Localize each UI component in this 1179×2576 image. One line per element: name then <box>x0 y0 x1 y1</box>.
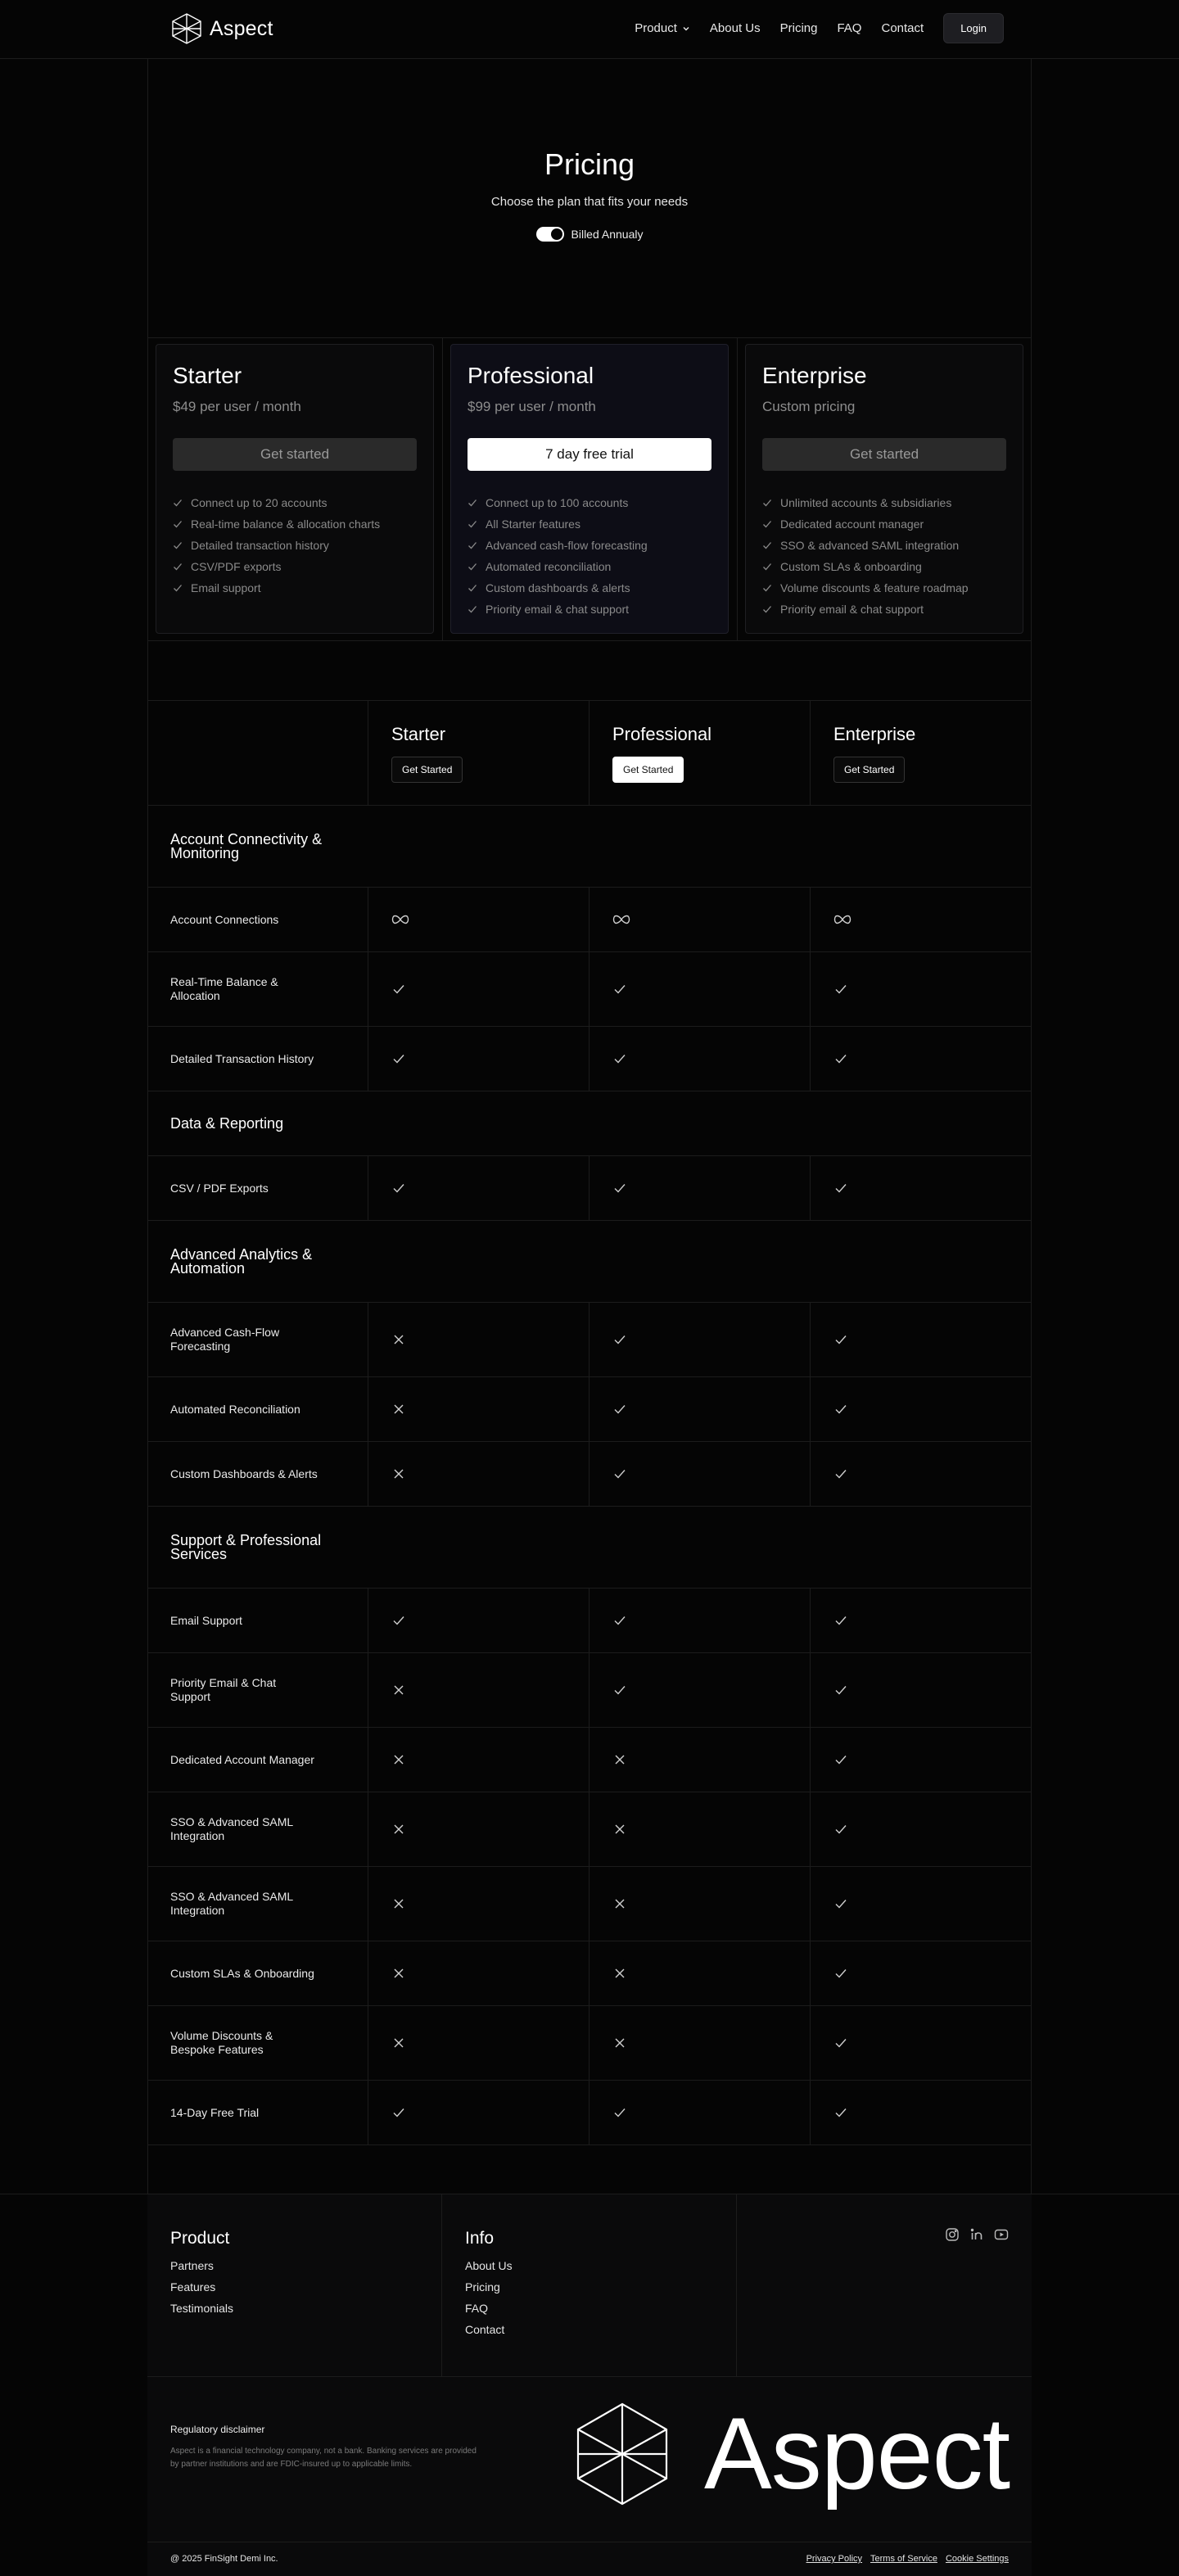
table-feature-cell <box>147 1442 368 1506</box>
table-value-cell <box>368 1728 590 1792</box>
check-icon <box>612 2105 627 2120</box>
login-button[interactable]: Login <box>943 13 1004 43</box>
table-col-starter <box>368 701 590 805</box>
table-value-cell <box>590 1589 811 1652</box>
plan-features <box>468 492 648 620</box>
check-icon <box>612 1683 627 1697</box>
table-feature-label: CSV / PDF Exports <box>170 1181 269 1195</box>
check-icon <box>391 982 406 997</box>
enterprise-get-started-button[interactable]: Get started <box>762 438 1006 471</box>
comparison-rows <box>147 805 1032 2145</box>
check-icon <box>833 1467 848 1481</box>
footer-link-partners[interactable]: Partners <box>170 2259 214 2272</box>
table-section-row <box>147 1506 1032 1588</box>
cross-icon <box>391 1896 406 1911</box>
table-row <box>147 1792 1032 1866</box>
footer-link-testimonials[interactable]: Testimonials <box>170 2302 234 2315</box>
table-value-cell <box>590 2081 811 2144</box>
table-feature-label: Custom SLAs & Onboarding <box>170 1966 314 1980</box>
check-icon <box>833 982 848 997</box>
cross-icon <box>391 2036 406 2050</box>
cookie-settings-link[interactable]: Cookie Settings <box>945 2554 1009 2564</box>
footer-link-about[interactable]: About Us <box>465 2259 513 2272</box>
check-icon <box>833 1822 848 1837</box>
table-value-cell <box>590 1941 811 2005</box>
plan-feature <box>173 535 380 556</box>
copyright: @ 2025 FinSight Demi Inc. <box>170 2554 278 2564</box>
plan-feature <box>762 513 969 535</box>
check-icon <box>833 1752 848 1767</box>
table-section-row <box>147 805 1032 887</box>
check-icon <box>833 1896 848 1911</box>
table-feature-label: Volume Discounts & Bespoke Features <box>170 2029 273 2056</box>
plan-feature <box>468 492 648 513</box>
table-row <box>147 1376 1032 1441</box>
social-links <box>945 2227 1009 2242</box>
plan-feature <box>468 513 648 535</box>
check-icon <box>173 519 183 529</box>
check-icon <box>833 1966 848 1981</box>
page-subtitle: Choose the plan that fits your needs <box>490 195 689 209</box>
check-icon <box>468 562 477 572</box>
table-feature-cell <box>147 1303 368 1376</box>
table-row <box>147 2005 1032 2080</box>
plan-feature-label: Unlimited accounts & subsidiaries <box>780 496 952 509</box>
table-value-cell <box>590 888 811 951</box>
nav-contact[interactable]: Contact <box>881 21 924 35</box>
table-value-cell <box>811 1653 1032 1727</box>
table-value-cell <box>368 1589 590 1652</box>
table-row <box>147 1588 1032 1652</box>
table-value-cell <box>590 2006 811 2080</box>
table-section-label: Advanced Analytics & Automation <box>170 1245 313 1277</box>
table-section-label: Support & Professional Services <box>170 1531 322 1562</box>
regulatory-disclaimer <box>170 2424 481 2471</box>
table-value-cell <box>368 2081 590 2144</box>
table-value-cell <box>811 1728 1032 1792</box>
table-feature-label: Real-Time Balance & Allocation <box>170 975 278 1002</box>
check-icon <box>612 982 627 997</box>
table-value-cell <box>811 2006 1032 2080</box>
cross-icon <box>612 2036 627 2050</box>
check-icon <box>612 1402 627 1417</box>
check-icon <box>833 1683 848 1697</box>
plan-feature-label: Email support <box>191 581 261 594</box>
table-value-cell <box>811 1027 1032 1091</box>
table-value-cell <box>811 1792 1032 1866</box>
plan-feature <box>468 599 648 620</box>
check-icon <box>612 1332 627 1347</box>
plan-feature <box>762 556 969 577</box>
table-section-row <box>147 1091 1032 1155</box>
check-icon <box>762 519 772 529</box>
table-feature-cell <box>147 1653 368 1727</box>
table-value-cell <box>590 1377 811 1441</box>
check-icon <box>468 540 477 550</box>
table-feature-label: Email Support <box>170 1613 242 1627</box>
disclaimer-title: Regulatory disclaimer <box>170 2424 265 2435</box>
table-feature-cell <box>147 1156 368 1220</box>
plan-feature <box>173 577 380 599</box>
cross-icon <box>612 1822 627 1837</box>
table-feature-cell <box>147 2081 368 2144</box>
chevron-down-icon <box>682 25 690 33</box>
footer-product-col <box>170 2194 233 2376</box>
table-section-label: Data & Reporting <box>170 1114 284 1132</box>
table-value-cell <box>811 1442 1032 1506</box>
starter-table-get-started-button[interactable]: Get Started <box>391 757 463 783</box>
check-icon <box>833 1402 848 1417</box>
nav-faq[interactable]: FAQ <box>837 21 862 35</box>
nav-product[interactable] <box>635 21 690 35</box>
table-col-professional <box>590 701 811 805</box>
plan-feature-label: Priority email & chat support <box>486 603 630 616</box>
plan-features <box>762 492 969 620</box>
table-feature-cell <box>147 1377 368 1441</box>
divider <box>147 640 1032 641</box>
table-row <box>147 1441 1032 1506</box>
table-value-cell <box>368 1867 590 1941</box>
table-value-cell <box>368 888 590 951</box>
plan-name: Professional <box>468 363 594 388</box>
table-value-cell <box>811 1156 1032 1220</box>
table-value-cell <box>811 1377 1032 1441</box>
table-value-cell <box>811 888 1032 951</box>
check-icon <box>762 540 772 550</box>
table-value-cell <box>590 952 811 1026</box>
table-section-title <box>147 1507 1032 1588</box>
table-value-cell <box>590 1303 811 1376</box>
check-icon <box>468 583 477 593</box>
plan-card-enterprise <box>745 344 1023 634</box>
table-section-title <box>147 1091 1032 1155</box>
table-feature-cell <box>147 2006 368 2080</box>
check-icon <box>612 1051 627 1066</box>
plan-feature-label: Custom SLAs & onboarding <box>780 560 922 573</box>
check-icon <box>173 562 183 572</box>
check-icon <box>391 1181 406 1195</box>
plan-card-professional <box>450 344 729 634</box>
table-feature-label: Detailed Transaction History <box>170 1051 314 1065</box>
nav-links <box>635 13 1004 43</box>
footer-link-features[interactable]: Features <box>170 2280 216 2294</box>
footer-divider <box>736 2194 737 2376</box>
table-feature-label: Priority Email & Chat Support <box>170 1676 277 1703</box>
plan-feature-label: Connect up to 100 accounts <box>486 496 629 509</box>
table-value-cell <box>368 2006 590 2080</box>
table-header-row <box>147 700 1032 805</box>
table-value-cell <box>368 1156 590 1220</box>
table-value-cell <box>590 1728 811 1792</box>
cross-icon <box>391 1822 406 1837</box>
plan-feature-label: Connect up to 20 accounts <box>191 496 328 509</box>
table-feature-label: 14-Day Free Trial <box>170 2105 260 2119</box>
table-row <box>147 1302 1032 1376</box>
table-section-row <box>147 1220 1032 1302</box>
plan-feature-label: Priority email & chat support <box>780 603 924 616</box>
plan-price: $49 per user / month <box>173 399 301 414</box>
billing-toggle-row <box>147 227 1032 242</box>
table-row <box>147 887 1032 951</box>
table-row <box>147 951 1032 1026</box>
table-feature-label: SSO & Advanced SAML Integration <box>170 1815 293 1842</box>
check-icon <box>833 1613 848 1628</box>
table-col-title: Starter <box>391 723 446 744</box>
billing-toggle[interactable] <box>536 227 564 242</box>
table-value-cell <box>368 952 590 1026</box>
plan-feature-label: SSO & advanced SAML integration <box>780 539 960 552</box>
table-feature-cell <box>147 1941 368 2005</box>
disclaimer-text: Aspect is a financial technology company, not a bank. Banking services are provided by partner institutions and are FDIC-insured up to applicable limits. <box>170 2447 477 2469</box>
plan-feature-label: Automated reconciliation <box>486 560 612 573</box>
check-icon <box>391 1051 406 1066</box>
check-icon <box>833 1051 848 1066</box>
table-value-cell <box>590 1027 811 1091</box>
table-value-cell <box>368 1653 590 1727</box>
cross-icon <box>391 1683 406 1697</box>
check-icon <box>173 540 183 550</box>
plan-feature-label: Custom dashboards & alerts <box>486 581 630 594</box>
billing-toggle-label: Billed Annualy <box>571 228 644 241</box>
check-icon <box>612 1467 627 1481</box>
plan-feature <box>762 535 969 556</box>
cross-icon <box>391 1752 406 1767</box>
table-feature-label: Advanced Cash-Flow Forecasting <box>170 1326 280 1353</box>
table-feature-label: Account Connections <box>170 912 279 926</box>
terms-of-service-link[interactable]: Terms of Service <box>870 2554 937 2564</box>
table-value-cell <box>590 1442 811 1506</box>
table-value-cell <box>811 952 1032 1026</box>
table-feature-cell <box>147 1027 368 1091</box>
footer-col-title: Info <box>465 2229 495 2248</box>
table-value-cell <box>368 1442 590 1506</box>
plan-features <box>173 492 380 599</box>
aspect-logo-icon <box>576 2402 668 2506</box>
table-row <box>147 2080 1032 2144</box>
table-value-cell <box>368 1377 590 1441</box>
table-col-title: Enterprise <box>833 723 916 744</box>
check-icon <box>612 1181 627 1195</box>
infinity-icon <box>833 915 852 924</box>
plan-feature <box>468 556 648 577</box>
table-row <box>147 1026 1032 1091</box>
cross-icon <box>391 1966 406 1981</box>
table-value-cell <box>590 1792 811 1866</box>
check-icon <box>833 2036 848 2050</box>
pricing-hero <box>147 59 1032 337</box>
table-col-enterprise <box>811 701 1032 805</box>
plan-name: Starter <box>173 363 242 388</box>
check-icon <box>833 1332 848 1347</box>
table-section-title <box>147 1221 1032 1302</box>
aspect-logo-icon <box>172 13 201 44</box>
table-col-title: Professional <box>612 723 712 744</box>
table-feature-label: Custom Dashboards & Alerts <box>170 1467 318 1480</box>
table-bottom-border <box>147 2144 1032 2145</box>
plan-card-starter <box>156 344 434 634</box>
infinity-icon <box>391 915 409 924</box>
footer-link-pricing[interactable]: Pricing <box>465 2280 500 2294</box>
footer-divider <box>147 2376 1032 2377</box>
table-value-cell <box>590 1156 811 1220</box>
infinity-icon <box>612 915 630 924</box>
table-feature-cell <box>147 1728 368 1792</box>
cross-icon <box>391 1467 406 1481</box>
table-row <box>147 1155 1032 1220</box>
table-feature-label: SSO & Advanced SAML Integration <box>170 1890 293 1917</box>
table-feature-label: Automated Reconciliation <box>170 1402 300 1416</box>
table-section-title <box>147 806 1032 887</box>
table-section-label: Account Connectivity & Monitoring <box>170 830 323 861</box>
table-value-cell <box>811 1589 1032 1652</box>
plan-price: $99 per user / month <box>468 399 596 414</box>
check-icon <box>612 1613 627 1628</box>
cross-icon <box>391 1332 406 1347</box>
table-value-cell <box>811 2081 1032 2144</box>
enterprise-table-get-started-button[interactable]: Get Started <box>833 757 905 783</box>
table-value-cell <box>368 1941 590 2005</box>
check-icon <box>173 583 183 593</box>
plan-feature <box>468 535 648 556</box>
plan-feature-label: All Starter features <box>486 517 580 531</box>
table-row <box>147 1941 1032 2005</box>
brand-name: Aspect <box>210 16 273 40</box>
starter-get-started-button[interactable]: Get started <box>173 438 417 471</box>
plan-feature-label: Detailed transaction history <box>191 539 329 552</box>
check-icon <box>833 2105 848 2120</box>
nav-pricing[interactable]: Pricing <box>779 21 818 35</box>
privacy-policy-link[interactable]: Privacy Policy <box>806 2554 863 2564</box>
check-icon <box>762 498 772 508</box>
table-row <box>147 1727 1032 1792</box>
comparison-table <box>147 700 1032 2145</box>
instagram-icon[interactable] <box>945 2227 960 2242</box>
table-feature-cell <box>147 1589 368 1652</box>
check-icon <box>762 562 772 572</box>
brand-logo[interactable] <box>172 13 273 44</box>
table-row <box>147 1652 1032 1727</box>
plan-feature-label: CSV/PDF exports <box>191 560 282 573</box>
footer-brand-name: Aspect <box>704 2397 1010 2510</box>
plan-feature <box>762 492 969 513</box>
plan-feature-label: Volume discounts & feature roadmap <box>780 581 969 594</box>
table-value-cell <box>811 1867 1032 1941</box>
table-feature-label: Dedicated Account Manager <box>170 1752 314 1766</box>
table-value-cell <box>811 1303 1032 1376</box>
check-icon <box>391 2105 406 2120</box>
table-feature-cell <box>147 952 368 1026</box>
check-icon <box>762 604 772 614</box>
table-row <box>147 1866 1032 1941</box>
plan-feature-label: Advanced cash-flow forecasting <box>486 539 648 552</box>
footer <box>147 2194 1032 2576</box>
cross-icon <box>391 1402 406 1417</box>
footer-link-faq[interactable]: FAQ <box>465 2302 489 2315</box>
plan-feature <box>173 556 380 577</box>
footer-brand-logo <box>576 2397 1010 2510</box>
footer-bottom-bar <box>147 2542 1032 2576</box>
plan-name: Enterprise <box>762 363 867 388</box>
table-value-cell <box>368 1303 590 1376</box>
footer-divider <box>441 2194 442 2376</box>
plan-feature-label: Dedicated account manager <box>780 517 924 531</box>
nav-product-label: Product <box>635 21 677 35</box>
check-icon <box>391 1613 406 1628</box>
cross-icon <box>612 1752 627 1767</box>
professional-table-get-started-button[interactable]: Get Started <box>612 757 684 783</box>
check-icon <box>468 604 477 614</box>
table-feature-cell <box>147 1867 368 1941</box>
plan-feature-label: Real-time balance & allocation charts <box>191 517 381 531</box>
plan-feature <box>762 599 969 620</box>
plan-feature <box>468 577 648 599</box>
table-value-cell <box>811 1941 1032 2005</box>
plan-feature <box>762 577 969 599</box>
check-icon <box>468 498 477 508</box>
check-icon <box>762 583 772 593</box>
table-value-cell <box>368 1792 590 1866</box>
free-trial-button[interactable]: 7 day free trial <box>468 438 711 471</box>
footer-col-title: Product <box>170 2229 230 2248</box>
page-title: Pricing <box>544 147 635 181</box>
plan-feature <box>173 513 380 535</box>
plan-cards <box>147 337 1032 640</box>
table-header-empty <box>147 701 368 805</box>
legal-links <box>806 2554 1009 2564</box>
table-feature-cell <box>147 888 368 951</box>
check-icon <box>468 519 477 529</box>
plan-price: Custom pricing <box>762 399 856 414</box>
table-value-cell <box>590 1867 811 1941</box>
cross-icon <box>612 1896 627 1911</box>
table-feature-cell <box>147 1792 368 1866</box>
linkedin-icon[interactable] <box>969 2227 984 2242</box>
table-value-cell <box>590 1653 811 1727</box>
table-value-cell <box>368 1027 590 1091</box>
cross-icon <box>612 1966 627 1981</box>
check-icon <box>173 498 183 508</box>
footer-info-col <box>465 2194 513 2376</box>
nav-about[interactable]: About Us <box>709 21 761 35</box>
footer-link-contact[interactable]: Contact <box>465 2323 505 2336</box>
plan-feature <box>173 492 380 513</box>
youtube-icon[interactable] <box>994 2227 1009 2242</box>
check-icon <box>833 1181 848 1195</box>
top-nav <box>0 0 1179 59</box>
